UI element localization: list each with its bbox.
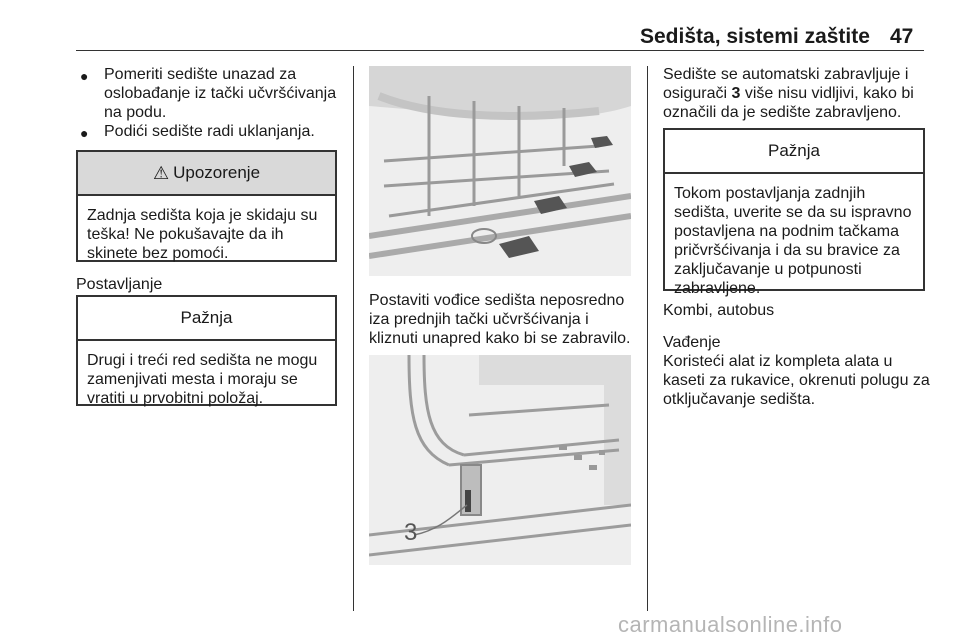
warning-box-text: Zadnja sedišta koja je skidaju su teška! Ne pokušavajte da ih skinete bez pomoći.: [87, 207, 318, 262]
seat-lock-illustration: [369, 355, 631, 565]
intro-paragraph: [663, 65, 925, 122]
page-number: 47: [890, 25, 914, 48]
bullet-icon: ●: [80, 125, 89, 141]
watermark: carmanualsonline.info: [618, 612, 843, 637]
seat-rail-drawing: [369, 66, 631, 276]
notice-box-2: [663, 128, 925, 297]
column-divider-right: [647, 66, 648, 611]
warning-box: [76, 150, 337, 262]
intro-text-cont: više nisu vidljivi, kako bi označili da je sedište zabravljeno.: [663, 85, 914, 121]
bullet-icon: ●: [80, 68, 89, 84]
callout-reference: 3: [731, 85, 741, 102]
notice-box-header: [78, 297, 335, 341]
callout-label: 3: [404, 519, 418, 546]
column-divider-left: [353, 66, 354, 611]
warning-box-title: Upozorenje: [173, 163, 261, 182]
notice-box-text: Drugi i treći red sedišta ne mogu zamenjivati mesta i moraju se vratiti u prvobitni položaj.: [87, 352, 318, 407]
notice-box-2-title: Pažnja: [768, 141, 820, 160]
body-paragraph: Koristeći alat iz kompleta alata u kaseti za rukavice, okrenuti polugu za otključavanje sedišta.: [663, 353, 930, 408]
intro-text: Sedište se automatski zabravljuje i osigurači: [663, 66, 909, 102]
warning-box-header: [78, 152, 335, 196]
notice-box: [76, 295, 337, 406]
section-heading: Postavljanje: [76, 276, 163, 293]
notice-box-2-text: Tokom postavljanja zadnjih sedišta, uverite se da su ispravno postavljena na podnim tačkama pričvršćivanja i da su bravice za zaključavanje u potpunosti zabravljene.: [674, 185, 912, 297]
header-rule: [76, 50, 924, 51]
figure-caption: Postaviti vođice sedišta neposredno iza prednjih tački učvršćivanja i kliznuti unapred kako bi se zabravilo.: [369, 292, 631, 347]
notice-box-2-header: [665, 130, 923, 174]
notice-box-title: Pažnja: [180, 308, 233, 327]
sub-heading: Vađenje: [663, 334, 721, 351]
seat-rail-illustration: [369, 66, 631, 276]
section-title: Sedišta, sistemi zaštite: [640, 25, 870, 48]
section-heading-2: Kombi, autobus: [663, 302, 775, 319]
bullet-item: Pomeriti sedište unazad za oslobađanje iz tački učvršćivanja na podu.: [104, 66, 337, 121]
warning-triangle-icon: ⚠: [152, 162, 170, 183]
bullet-item: Podići sedište radi uklanjanja.: [104, 123, 315, 140]
